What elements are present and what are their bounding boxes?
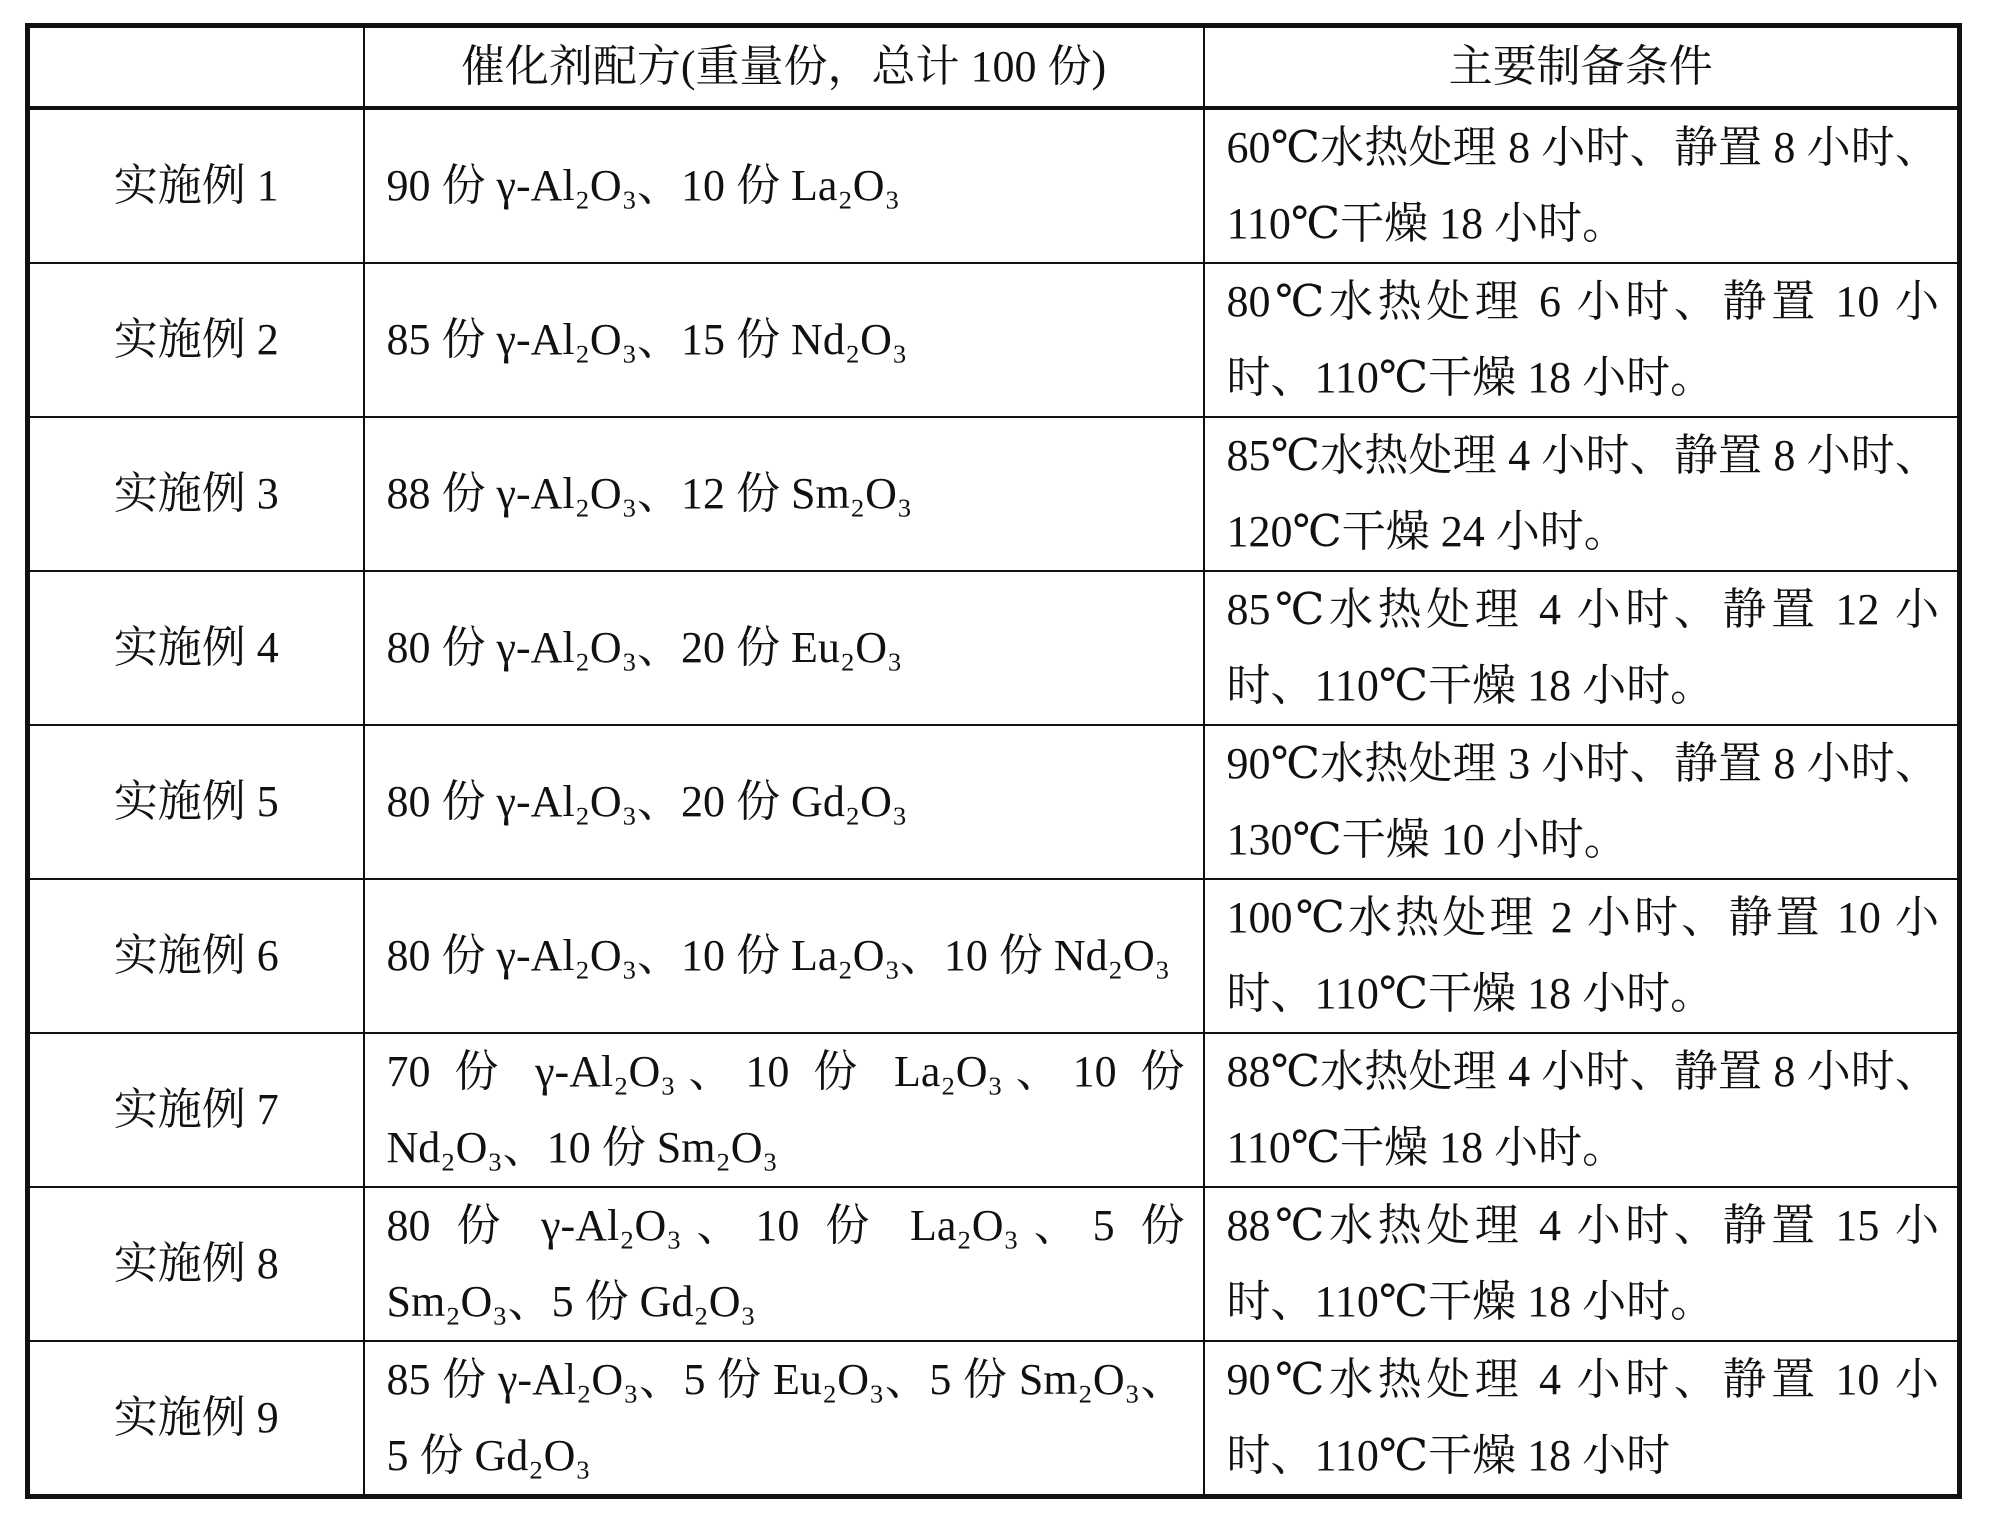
conditions-cell: 60℃水热处理 8 小时、静置 8 小时、110℃干燥 18 小时。 — [1204, 108, 1960, 263]
formula-cell: 85 份 γ-Al₂O₃、15 份 Nd₂O₃ — [364, 263, 1204, 417]
conditions-cell: 90℃水热处理 3 小时、静置 8 小时、130℃干燥 10 小时。 — [1204, 725, 1960, 879]
formula-cell: 70 份 γ-Al₂O₃、10 份 La₂O₃、10 份 Nd₂O₃、10 份 Sm₂O₃ — [364, 1033, 1204, 1187]
example-label: 实施例 9 — [28, 1341, 364, 1497]
header-conditions: 主要制备条件 — [1204, 26, 1960, 109]
table-row — [28, 725, 1960, 879]
table-row — [28, 417, 1960, 571]
example-label: 实施例 6 — [28, 879, 364, 1033]
example-label: 实施例 4 — [28, 571, 364, 725]
catalyst-formulation-table — [25, 23, 1962, 1499]
table-row — [28, 879, 1960, 1033]
conditions-cell: 100℃水热处理 2 小时、静置 10 小时、110℃干燥 18 小时。 — [1204, 879, 1960, 1033]
conditions-cell: 85℃水热处理 4 小时、静置 12 小时、110℃干燥 18 小时。 — [1204, 571, 1960, 725]
table-row — [28, 1341, 1960, 1497]
formula-cell: 88 份 γ-Al₂O₃、12 份 Sm₂O₃ — [364, 417, 1204, 571]
example-label: 实施例 8 — [28, 1187, 364, 1341]
conditions-cell: 85℃水热处理 4 小时、静置 8 小时、120℃干燥 24 小时。 — [1204, 417, 1960, 571]
conditions-cell: 80℃水热处理 6 小时、静置 10 小时、110℃干燥 18 小时。 — [1204, 263, 1960, 417]
example-label: 实施例 1 — [28, 108, 364, 263]
formula-cell: 80 份 γ-Al₂O₃、20 份 Gd₂O₃ — [364, 725, 1204, 879]
table-header-row — [28, 26, 1960, 109]
table-row — [28, 263, 1960, 417]
table-row — [28, 1187, 1960, 1341]
example-label: 实施例 2 — [28, 263, 364, 417]
formula-cell: 80 份 γ-Al₂O₃、20 份 Eu₂O₃ — [364, 571, 1204, 725]
formula-cell: 80 份 γ-Al₂O₃、10 份 La₂O₃、10 份 Nd₂O₃ — [364, 879, 1204, 1033]
formula-cell: 80 份 γ-Al₂O₃、10 份 La₂O₃、5 份 Sm₂O₃、5 份 Gd₂O₃ — [364, 1187, 1204, 1341]
example-label: 实施例 5 — [28, 725, 364, 879]
table-row — [28, 1033, 1960, 1187]
formula-cell: 90 份 γ-Al₂O₃、10 份 La₂O₃ — [364, 108, 1204, 263]
table-row — [28, 108, 1960, 263]
example-label: 实施例 7 — [28, 1033, 364, 1187]
conditions-cell: 90℃水热处理 4 小时、静置 10 小时、110℃干燥 18 小时 — [1204, 1341, 1960, 1497]
formula-cell: 85 份 γ-Al₂O₃、5 份 Eu₂O₃、5 份 Sm₂O₃、5 份 Gd₂O₃ — [364, 1341, 1204, 1497]
conditions-cell: 88℃水热处理 4 小时、静置 8 小时、110℃干燥 18 小时。 — [1204, 1033, 1960, 1187]
example-label: 实施例 3 — [28, 417, 364, 571]
header-blank — [28, 26, 364, 109]
header-formulation: 催化剂配方(重量份，总计 100 份) — [364, 26, 1204, 109]
table-row — [28, 571, 1960, 725]
conditions-cell: 88℃水热处理 4 小时、静置 15 小时、110℃干燥 18 小时。 — [1204, 1187, 1960, 1341]
